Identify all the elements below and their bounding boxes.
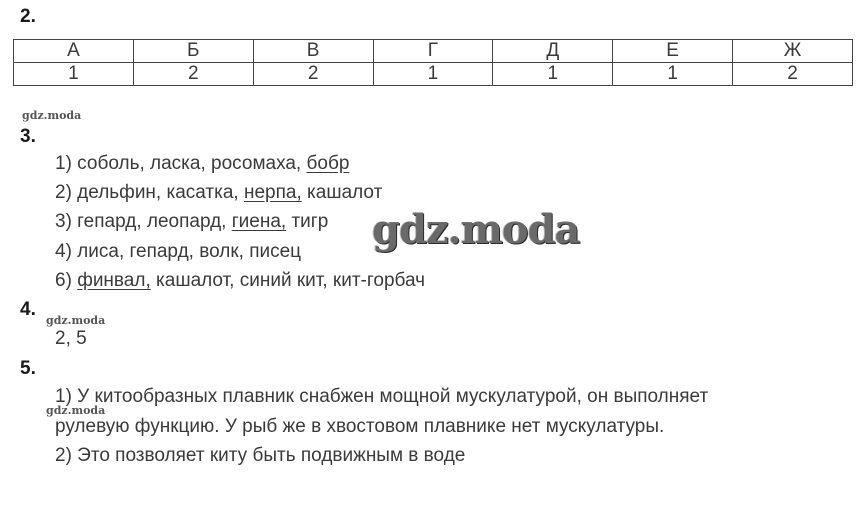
table-cell: 1 <box>14 63 134 86</box>
item-underlined: нерпа, <box>243 182 302 203</box>
table-cell: Г <box>373 40 493 63</box>
table-header-row <box>14 40 853 63</box>
table-values-row <box>14 63 853 86</box>
item-text: 6) <box>55 270 78 291</box>
table-cell: А <box>14 40 134 63</box>
item-underlined: гиена, <box>231 211 287 232</box>
table-cell: В <box>253 40 373 63</box>
watermark-small: gdz.moda <box>46 404 106 417</box>
item-text: кашалот, синий кит, кит-горбач <box>150 270 426 291</box>
watermark-small: gdz.moda <box>46 314 106 327</box>
watermark-small: gdz.moda <box>22 109 82 122</box>
q3-item-3 <box>55 211 328 233</box>
answer-table <box>13 39 853 86</box>
question-3-number: 3. <box>20 126 36 147</box>
item-text: 3) гепард, леопард, <box>55 211 232 232</box>
table-cell: Д <box>493 40 613 63</box>
item-underlined: финвал, <box>77 270 151 291</box>
item-text: 4) лиса, гепард, волк, писец <box>55 241 302 262</box>
q3-item-1 <box>55 153 349 175</box>
item-text: тигр <box>286 211 329 232</box>
table-cell: 2 <box>733 63 853 86</box>
q3-item-2 <box>55 182 382 204</box>
q3-item-6 <box>55 270 425 292</box>
table-cell: Б <box>133 40 253 63</box>
watermark-large: gdz.moda <box>372 206 580 253</box>
table-cell: 2 <box>253 63 373 86</box>
item-text: 2) дельфин, касатка, <box>55 182 244 203</box>
question-2-number: 2. <box>20 6 36 27</box>
item-text: 1) соболь, ласка, росомаха, <box>55 153 307 174</box>
table-cell: 1 <box>373 63 493 86</box>
question-4-number: 4. <box>20 299 36 320</box>
table-cell: 1 <box>613 63 733 86</box>
q3-item-4 <box>55 241 301 263</box>
q5-line-3: 2) Это позволяет киту быть подвижным в воде <box>55 445 466 466</box>
table-cell: 1 <box>493 63 613 86</box>
question-5-number: 5. <box>20 358 36 379</box>
item-text: кашалот <box>301 182 383 203</box>
table-cell: Ж <box>733 40 853 63</box>
q5-line-2: рулевую функцию. У рыб же в хвостовом плавнике нет мускулатуры. <box>55 416 665 437</box>
q5-line-1: 1) У китообразных плавник снабжен мощной мускулатурой, он выполняет <box>55 386 709 407</box>
table-cell: Е <box>613 40 733 63</box>
table-cell: 2 <box>133 63 253 86</box>
q4-answer: 2, 5 <box>55 328 87 349</box>
item-underlined: бобр <box>306 153 350 174</box>
